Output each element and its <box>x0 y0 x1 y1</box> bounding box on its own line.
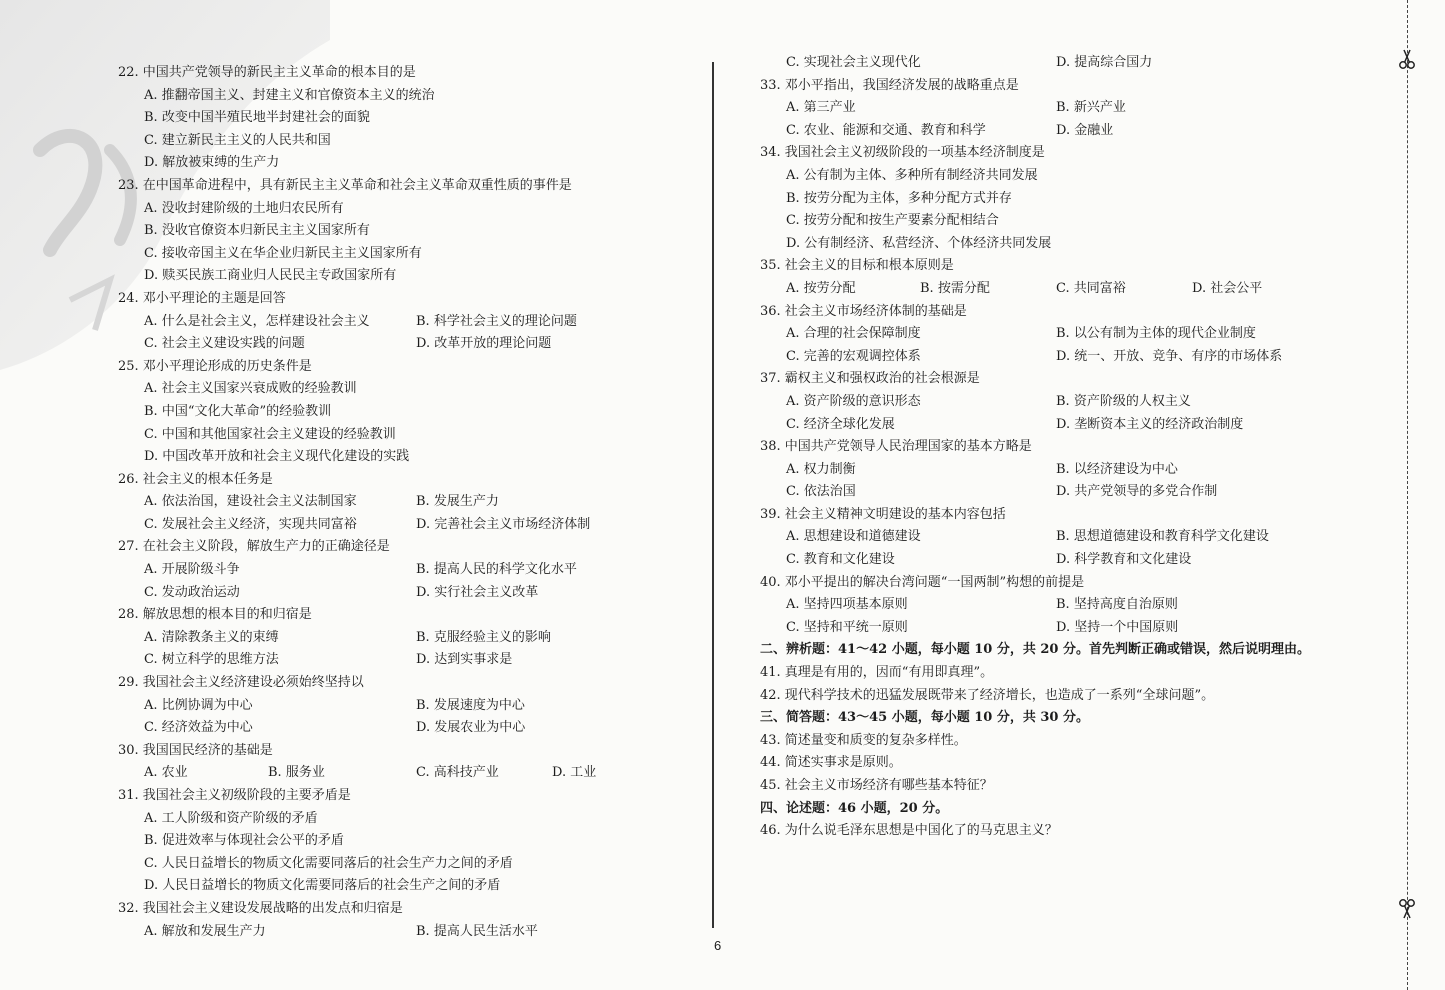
answer-option: A. 农业 <box>144 765 188 781</box>
answer-option: C. 树立科学的思维方法 <box>144 652 279 668</box>
scissors-icon <box>1396 898 1418 920</box>
question-stem: 25. 邓小平理论形成的历史条件是 <box>118 358 312 374</box>
option-row <box>760 459 1360 482</box>
answer-option: A. 坚持四项基本原则 <box>786 597 908 613</box>
question-stem: 28. 解放思想的根本目的和归宿是 <box>118 607 312 623</box>
answer-option: D. 改革开放的理论问题 <box>416 336 552 352</box>
question-stem: 36. 社会主义市场经济体制的基础是 <box>760 303 967 319</box>
question-stem: 37. 霸权主义和强权政治的社会根源是 <box>760 371 980 387</box>
option-row <box>760 52 1360 75</box>
answer-option: C. 坚持和平统一原则 <box>786 619 908 635</box>
question-stem: 27. 在社会主义阶段，解放生产力的正确途径是 <box>118 539 390 555</box>
option-row <box>760 97 1360 120</box>
answer-option: D. 工业 <box>552 765 597 781</box>
answer-option: D. 完善社会主义市场经济体制 <box>416 516 591 532</box>
option-row <box>760 120 1360 143</box>
answer-option: D. 金融业 <box>1056 122 1114 138</box>
answer-option: D. 达到实事求是 <box>416 652 513 668</box>
answer-option: A. 开展阶级斗争 <box>144 562 240 578</box>
answer-option: B. 促进效率与体现社会公平的矛盾 <box>144 833 344 849</box>
answer-option: C. 建立新民主主义的人民共和国 <box>144 132 331 148</box>
answer-option: A. 解放和发展生产力 <box>144 923 266 939</box>
answer-option: C. 教育和文化建设 <box>786 552 895 568</box>
answer-option: A. 思想建设和道德建设 <box>786 529 921 545</box>
answer-option: B. 资产阶级的人权主义 <box>1056 393 1191 409</box>
option-row <box>118 514 703 537</box>
answer-option: B. 中国“文化大革命”的经验教训 <box>144 403 332 419</box>
option-row <box>118 717 703 740</box>
question-stem: 22. 中国共产党领导的新民主主义革命的根本目的是 <box>118 65 416 80</box>
column-divider <box>712 62 714 928</box>
answer-option: B. 没收官僚资本归新民主主义国家所有 <box>144 223 370 239</box>
question-stem: 39. 社会主义精神文明建设的基本内容包括 <box>760 506 1006 522</box>
question-stem: 24. 邓小平理论的主题是回答 <box>118 290 286 306</box>
answer-option: D. 解放被束缚的生产力 <box>144 155 280 171</box>
question-stem: 29. 我国社会主义经济建设必须始终坚持以 <box>118 675 364 691</box>
answer-option: B. 提高人民的科学文化水平 <box>416 562 577 578</box>
answer-option: C. 实现社会主义现代化 <box>786 55 921 70</box>
answer-option: B. 坚持高度自治原则 <box>1056 597 1178 613</box>
answer-option: D. 社会公平 <box>1192 280 1263 296</box>
option-row <box>760 549 1360 572</box>
page-number: 6 <box>714 938 722 953</box>
option-row <box>760 391 1360 414</box>
answer-option: B. 以经济建设为中心 <box>1056 461 1178 477</box>
option-row <box>118 333 703 356</box>
answer-option: A. 第三产业 <box>786 100 856 116</box>
option-row <box>760 526 1360 549</box>
answer-option: C. 经济效益为中心 <box>144 720 253 736</box>
answer-option: C. 发展社会主义经济，实现共同富裕 <box>144 516 357 532</box>
answer-option: C. 完善的宏观调控体系 <box>786 348 921 364</box>
answer-option: D. 中国改革开放和社会主义现代化建设的实践 <box>144 449 410 465</box>
cut-line <box>1407 0 1408 990</box>
answer-option: B. 科学社会主义的理论问题 <box>416 313 577 329</box>
answer-option: B. 以公有制为主体的现代企业制度 <box>1056 326 1256 342</box>
option-row <box>760 278 1360 301</box>
right-column <box>760 52 1360 843</box>
answer-option: A. 权力制衡 <box>786 461 856 477</box>
question-stem: 38. 中国共产党领导人民治理国家的基本方略是 <box>760 439 1032 455</box>
question-stem: 46. 为什么说毛泽东思想是中国化了的马克思主义？ <box>760 823 1058 839</box>
option-row <box>760 617 1360 640</box>
option-row <box>118 695 703 718</box>
answer-option: B. 按需分配 <box>920 280 990 296</box>
answer-option: D. 共产党领导的多党合作制 <box>1056 484 1218 500</box>
option-row <box>118 311 703 334</box>
section-heading: 三、简答题：43～45 小题，每小题 10 分，共 30 分。 <box>760 710 1089 726</box>
question-stem: 34. 我国社会主义初级阶段的一项基本经济制度是 <box>760 145 1045 161</box>
answer-option: C. 按劳分配和按生产要素分配相结合 <box>786 213 999 229</box>
answer-option: D. 发展农业为中心 <box>416 720 526 736</box>
answer-option: B. 发展生产力 <box>416 494 499 510</box>
option-row <box>760 414 1360 437</box>
answer-option: A. 没收封建阶级的土地归农民所有 <box>144 200 344 216</box>
answer-option: C. 经济全球化发展 <box>786 416 895 432</box>
answer-option: A. 清除教条主义的束缚 <box>144 629 279 645</box>
answer-option: B. 发展速度为中心 <box>416 697 525 713</box>
option-row <box>118 491 703 514</box>
answer-option: D. 坚持一个中国原则 <box>1056 619 1179 635</box>
answer-option: A. 推翻帝国主义、封建主义和官僚资本主义的统治 <box>144 87 435 103</box>
option-row <box>118 582 703 605</box>
answer-option: A. 公有制为主体、多种所有制经济共同发展 <box>786 167 1038 183</box>
section-heading: 二、辨析题：41～42 小题，每小题 10 分，共 20 分。首先判断正确或错误，然后说明理由。 <box>760 642 1310 658</box>
answer-option: D. 人民日益增长的物质文化需要同落后的社会生产之间的矛盾 <box>144 878 501 894</box>
question-stem: 44. 简述实事求是原则。 <box>760 755 902 771</box>
answer-option: B. 克服经验主义的影响 <box>416 629 551 645</box>
question-stem: 31. 我国社会主义初级阶段的主要矛盾是 <box>118 788 351 803</box>
question-stem: 26. 社会主义的根本任务是 <box>118 471 273 487</box>
question-stem: 23. 在中国革命进程中，具有新民主主义革命和社会主义革命双重性质的事件是 <box>118 177 572 193</box>
left-column <box>118 62 703 943</box>
option-row <box>760 594 1360 617</box>
answer-option: A. 资产阶级的意识形态 <box>786 393 921 409</box>
option-row <box>760 481 1360 504</box>
question-stem: 32. 我国社会主义建设发展战略的出发点和归宿是 <box>118 900 403 916</box>
question-stem: 35. 社会主义的目标和根本原则是 <box>760 258 954 274</box>
answer-option: D. 垄断资本主义的经济政治制度 <box>1056 416 1244 432</box>
answer-option: B. 改变中国半殖民地半封建社会的面貌 <box>144 110 370 126</box>
answer-option: D. 赎买民族工商业归人民民主专政国家所有 <box>144 268 397 284</box>
answer-option: A. 依法治国，建设社会主义法制国家 <box>144 494 357 510</box>
answer-option: C. 人民日益增长的物质文化需要同落后的社会生产力之间的矛盾 <box>144 855 513 871</box>
option-row <box>760 346 1360 369</box>
question-stem: 30. 我国国民经济的基础是 <box>118 742 273 758</box>
answer-option: B. 服务业 <box>268 765 325 781</box>
answer-option: A. 什么是社会主义，怎样建设社会主义 <box>144 313 370 329</box>
answer-option: A. 社会主义国家兴衰成败的经验教训 <box>144 381 357 397</box>
section-heading: 四、论述题：46 小题，20 分。 <box>760 800 949 816</box>
answer-option: C. 高科技产业 <box>416 765 499 781</box>
option-row <box>118 762 703 785</box>
answer-option: C. 发动政治运动 <box>144 584 240 600</box>
question-stem: 45. 社会主义市场经济有哪些基本特征？ <box>760 778 993 793</box>
answer-option: D. 统一、开放、竞争、有序的市场体系 <box>1056 348 1283 364</box>
answer-option: D. 提高综合国力 <box>1056 55 1153 70</box>
question-stem: 41. 真理是有用的，因而“有用即真理”。 <box>760 665 994 681</box>
answer-option: D. 实行社会主义改革 <box>416 584 539 600</box>
question-stem: 40. 邓小平提出的解决台湾问题“一国两制”构想的前提是 <box>760 574 1085 590</box>
answer-option: C. 农业、能源和交通、教育和科学 <box>786 122 986 138</box>
option-row <box>118 921 703 944</box>
answer-option: A. 按劳分配 <box>786 280 856 296</box>
answer-option: B. 思想道德建设和教育科学文化建设 <box>1056 529 1269 545</box>
answer-option: D. 科学教育和文化建设 <box>1056 552 1192 568</box>
question-stem: 33. 邓小平指出，我国经济发展的战略重点是 <box>760 77 1019 93</box>
option-row <box>118 559 703 582</box>
answer-option: C. 社会主义建设实践的问题 <box>144 336 305 352</box>
answer-option: B. 提高人民生活水平 <box>416 923 538 939</box>
option-row <box>118 627 703 650</box>
answer-option: C. 接收帝国主义在华企业归新民主主义国家所有 <box>144 245 422 261</box>
question-stem: 43. 简述量变和质变的复杂多样性。 <box>760 732 967 748</box>
answer-option: B. 按劳分配为主体，多种分配方式并存 <box>786 190 1012 206</box>
answer-option: C. 依法治国 <box>786 484 856 500</box>
answer-option: A. 比例协调为中心 <box>144 697 253 713</box>
answer-option: C. 中国和其他国家社会主义建设的经验教训 <box>144 426 396 442</box>
option-row <box>118 649 703 672</box>
option-row <box>760 323 1360 346</box>
answer-option: A. 合理的社会保障制度 <box>786 326 921 342</box>
answer-option: B. 新兴产业 <box>1056 100 1126 116</box>
answer-option: C. 共同富裕 <box>1056 280 1126 296</box>
answer-option: A. 工人阶级和资产阶级的矛盾 <box>144 810 318 826</box>
answer-option: D. 公有制经济、私营经济、个体经济共同发展 <box>786 235 1052 251</box>
scissors-icon <box>1396 48 1418 70</box>
question-stem: 42. 现代科学技术的迅猛发展既带来了经济增长，也造成了一系列“全球问题”。 <box>760 687 1215 703</box>
